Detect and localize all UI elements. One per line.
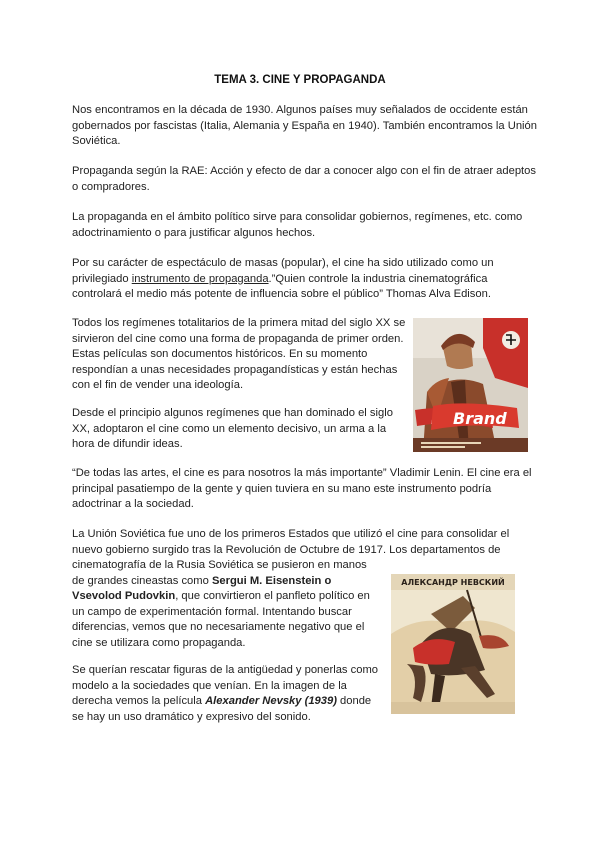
paragraph-soviet-union-b xyxy=(72,558,378,652)
paragraph-lenin-quote: “De todas las artes, el cine es para nosotros la más importante” Vladimir Lenin. El cine era el principal pasatiempo de la gente y quien tuviera en su mano este instrumento podría adoctrinar a la sociedad. xyxy=(72,467,532,511)
alexander-nevsky-poster-image xyxy=(391,574,515,714)
film-title: Alexander Nevsky (1939) xyxy=(205,695,337,708)
paragraph-cinema-weapon: Desde el principio algunos regímenes que han dominado el siglo XX, adoptaron el cine como un elemento decisivo, un arma a la hora de difundir ideas. xyxy=(72,407,393,451)
nevsky-poster-title: АЛЕКСАНДР НЕВСКИЙ xyxy=(401,578,505,587)
text-segment: Se querían rescatar figuras de la antigüedad y ponerlas como modelo a la sociedades que venían. En la imagen de la derecha vemos la película xyxy=(72,664,378,708)
paragraph-rae-definition: Propaganda según la RAE: Acción y efecto de dar a conocer algo con el fin de atraer adeptos o compradores. xyxy=(72,165,536,193)
document-title: TEMA 3. CINE Y PROPAGANDA xyxy=(214,74,386,86)
text-segment: Por su carácter de espectáculo de masas (popular), el cine ha sido utilizado como un privilegiado xyxy=(72,257,494,285)
paragraph-soviet-union-a: La Unión Soviética fue uno de los primeros Estados que utilizó el cine para consolidar el nuevo gobierno surgido tras la Revolución de Octubre de 1917. Los departamentos de xyxy=(72,528,510,556)
nazi-film-poster-image xyxy=(413,318,528,452)
bold-names: Sergui M. Eisenstein o Vsevolod Pudovkin xyxy=(72,574,332,603)
nazi-poster-title: Brand xyxy=(453,409,507,428)
paragraph-intro: Nos encontramos en la década de 1930. Algunos países muy señalados de occidente están gobernados por fascistas (Italia, Alemania y España en 1940). También encontramos la Unión Soviética. xyxy=(72,104,537,148)
text-segment: donde se hay un uso dramático y expresivo del sonido. xyxy=(72,695,372,723)
text-segment: .”Quien controle la industria cinematográfica controlará el medio más potente de influencia sobre el público” Thomas Alva Edison. xyxy=(72,272,491,301)
paragraph-alexander-nevsky xyxy=(72,663,378,725)
paragraph-totalitarian-regimes: Todos los regímenes totalitarios de la primera mitad del siglo XX se sirvieron del cine como una forma de propaganda de primer orden. Estas películas son documentos históricos. En su momento respondían a unas necesidades propagandísticas y están hechas con el fin de vender una ideología. xyxy=(72,317,406,392)
text-segment: cinematografía de la Rusia Soviética se pusieron en manos de grandes cineastas como xyxy=(72,559,367,587)
nevsky-poster-illustration xyxy=(391,574,515,714)
underlined-term: instrumento de propaganda xyxy=(131,272,269,285)
paragraph-political-propaganda: La propaganda en el ámbito político sirve para consolidar gobiernos, regímenes, etc. como adoctrinamiento o para justificar algunos hechos. xyxy=(72,211,523,239)
text-segment: , que convirtieron el panfleto político en un campo de experimentación formal. Intentando buscar diferencias, vemos que no necesariamente negativo que el cine se utilizara como propaganda. xyxy=(72,590,370,649)
nazi-poster-illustration xyxy=(413,318,528,452)
paragraph-cinema-masses xyxy=(72,256,538,303)
